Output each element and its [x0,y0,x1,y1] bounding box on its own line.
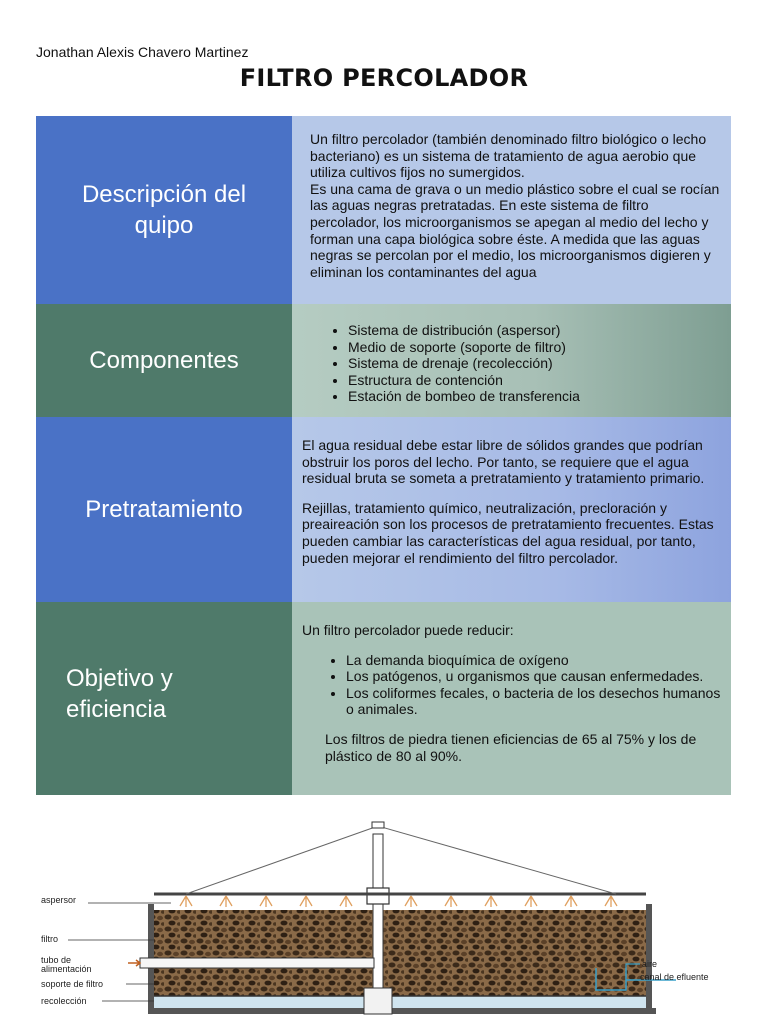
components-list [304,322,721,405]
list-item: • Medio de soporte (soporte de filtro) [348,339,721,356]
spray-nozzles [180,896,617,907]
row-label-componentes: Componentes [36,304,292,417]
document-title: FILTRO PERCOLADOR [239,64,529,92]
row-pretratamiento [36,417,731,602]
label-tubo-2: alimentación [41,964,92,974]
row-objetivo [36,602,731,795]
trickling-filter-diagram [36,818,748,1024]
row-componentes [36,304,731,417]
central-column [373,834,383,996]
row-content-descripcion [292,116,731,304]
list-item: • La demanda bioquímica de oxígeno [346,652,721,669]
support-cable-right [378,826,616,894]
mast-top [372,822,384,828]
objectives-list [302,652,721,718]
description-paragraph: Un filtro percolador (también denominado filtro biológico o lecho bacteriano) es un sistema de tratamiento de agua aerobio que utiliza cultivos fijos no sumergidos. [310,131,707,181]
feed-arrow [128,960,140,966]
list-item: • Estación de bombeo de transferencia [348,388,721,405]
tank-floor [148,1008,656,1014]
filter-media [154,910,646,996]
support-cable-left [186,826,378,894]
row-label-objetivo: Objetivo y eficiencia [36,602,292,795]
list-item: • Los patógenos, u organismos que causan enfermedades. [346,668,721,685]
row-content-componentes [292,304,731,417]
label-filtro: filtro [41,934,59,944]
list-item: • Estructura de contención [348,372,721,389]
list-item: • Sistema de drenaje (recolección) [348,355,721,372]
collection-water [154,996,646,1008]
list-item: • Sistema de distribución (aspersor) [348,322,721,339]
label-aire: aire [642,959,658,969]
author-name: Jonathan Alexis Chavero Martinez [36,44,249,60]
row-content-pretratamiento [292,417,731,602]
row-content-objetivo [292,602,731,795]
efficiency-note: Los filtros de piedra tienen eficiencias de 65 al 75% y los de plástico de 80 al 90%. [325,730,697,764]
central-outlet [364,988,392,1014]
label-canal: canal de efluente [640,972,709,982]
row-descripcion [36,116,731,304]
feed-pipe [140,958,374,968]
objective-intro: Un filtro percolador puede reducir: [302,622,514,638]
info-table [36,116,731,795]
pretreatment-paragraph: El agua residual debe estar libre de sólidos grandes que podrían obstruir los poros del lecho. Por tanto, se requiere que el agua residual bruta se someta a pretratamiento y tratamiento primario. [302,437,705,487]
label-aspersor: aspersor [41,895,77,905]
list-item: • Los coliformes fecales, o bacteria de los desechos humanos o animales. [346,685,721,718]
pretreatment-paragraph: Rejillas, tratamiento químico, neutralización, precloración y preaireación son los procesos de pretratamiento frecuentes. Estas pueden cambiar las características del agua residual, por tanto, pueden mejorar el rendimiento del filtro percolador. [302,499,714,566]
central-hub [367,888,389,904]
label-recoleccion: recolección [41,996,87,1006]
row-label-descripcion: Descripción del quipo [36,116,292,304]
description-paragraph: Es una cama de grava o un medio plástico sobre el cual se rocían las aguas negras pretratadas. En este sistema de filtro percolador, los microorganismos se apegan al medio del lecho y forman una capa biológica sobre éste. A medida que las aguas negras se percolan por el medio, los microorganismos digieren y eliminan los contaminantes del agua [310,180,720,280]
label-tubo-1: tubo de [41,955,72,965]
label-soporte: soporte de filtro [41,979,104,989]
row-label-pretratamiento: Pretratamiento [36,417,292,602]
